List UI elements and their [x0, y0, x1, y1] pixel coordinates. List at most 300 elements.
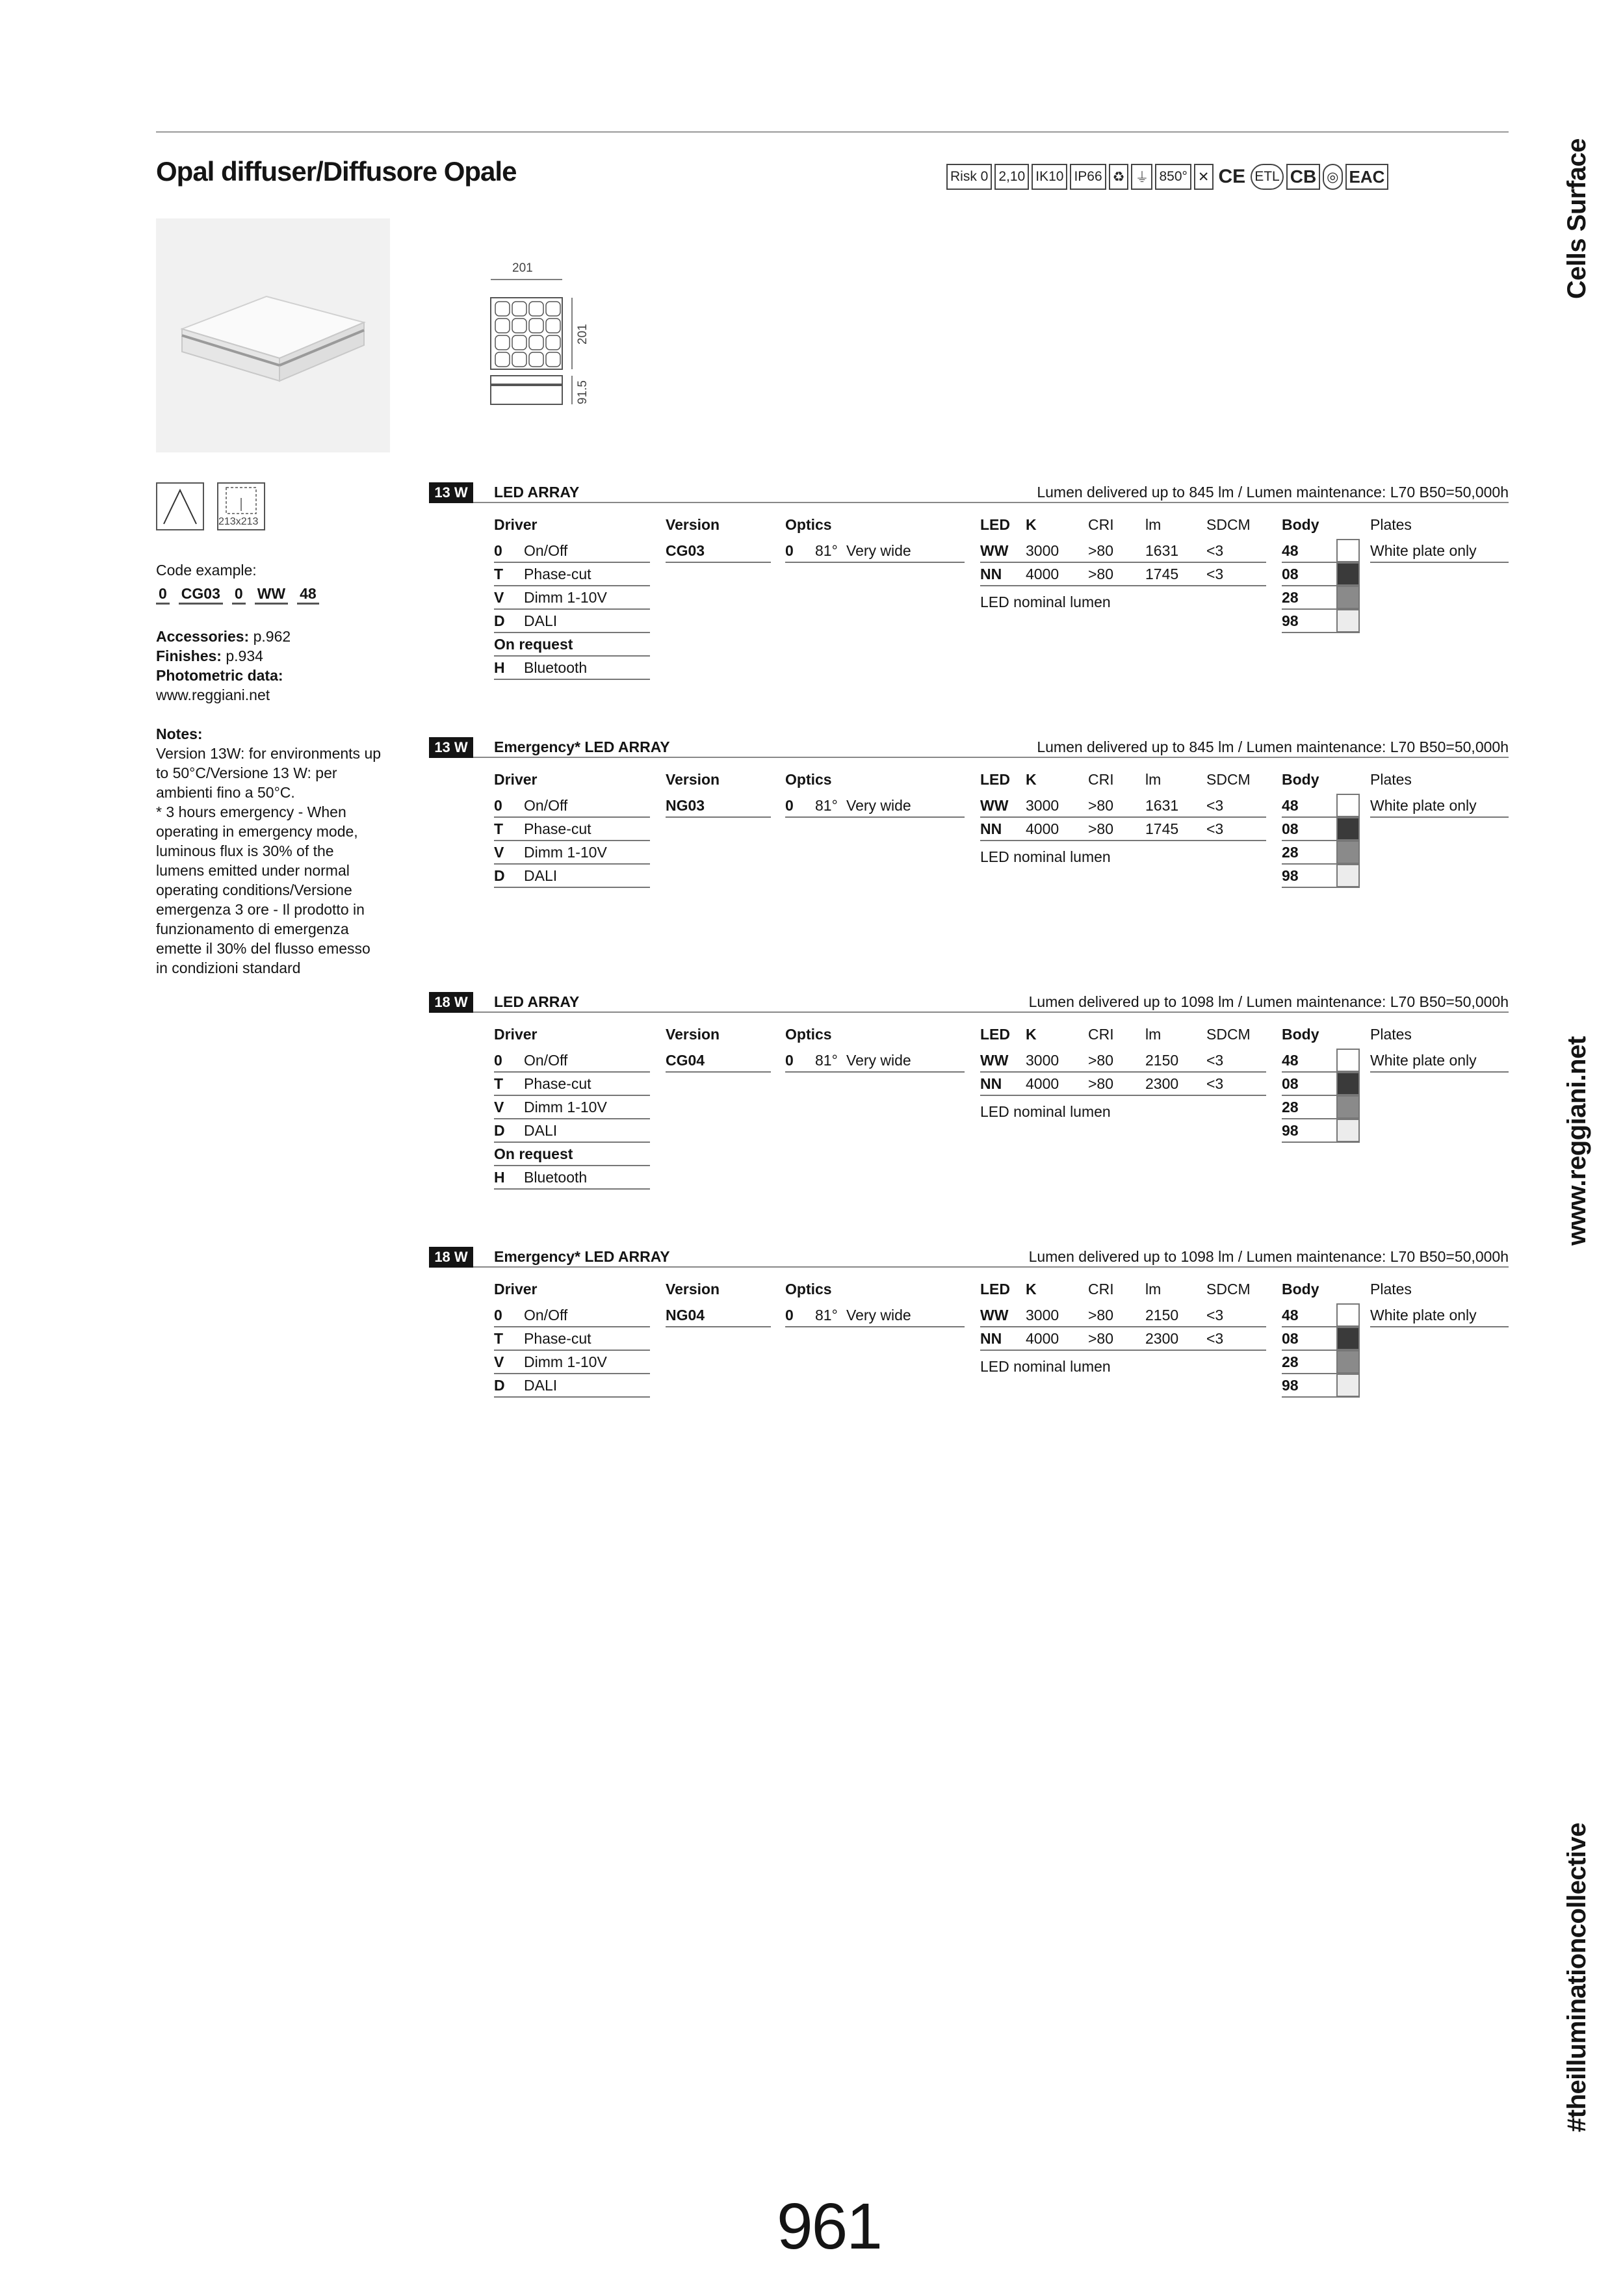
product-variant [429, 482, 1509, 676]
body-option [1282, 610, 1360, 633]
body-column [1282, 1281, 1360, 1398]
led-lm: 2150 [1145, 1306, 1179, 1324]
body-color-swatch [1336, 841, 1360, 864]
cri-header: CRI [1088, 1281, 1114, 1298]
optics-column [785, 1281, 965, 1327]
product-variant [429, 1247, 1509, 1394]
enec-mark-icon: ◎ [1323, 164, 1342, 190]
driver-name: Phase-cut [524, 1329, 591, 1347]
optics-code: 0 [785, 1306, 794, 1324]
body-color-swatch [1336, 609, 1360, 633]
body-header: Body [1282, 771, 1319, 788]
body-column [1282, 771, 1360, 888]
certification-icons [946, 164, 1388, 190]
led-sdcm: <3 [1206, 1329, 1224, 1347]
driver-column [494, 1281, 650, 1398]
led-code: WW [980, 796, 1009, 814]
driver-option [494, 794, 650, 818]
optics-angle: 81° [815, 541, 838, 559]
led-header-row [980, 1281, 1266, 1304]
version-value: NG03 [666, 796, 705, 814]
body-color-swatch [1336, 1327, 1360, 1350]
version-column [666, 1026, 771, 1073]
optics-option [785, 540, 965, 563]
lm-header: lm [1145, 1026, 1162, 1043]
driver-name: DALI [524, 867, 558, 884]
plates-option: White plate only [1370, 540, 1509, 563]
led-header: LED [980, 516, 1010, 533]
wattage-badge: 13 W [429, 482, 473, 503]
driver-option [494, 1304, 650, 1327]
driver-header: Driver [494, 516, 538, 533]
led-k: 4000 [1026, 820, 1059, 837]
k-header: K [1026, 516, 1037, 533]
sdcm-header: SDCM [1206, 771, 1251, 788]
notes-text: Version 13W: for environments up to 50°C/Versione 13 W: per ambienti fino a 50°C. * 3 hours emergency - When operating in emergency mode, luminous flux is 30% of the lumens emitted under normal operating conditions/Versione emergenza 3 ore - Il prodotto in funzionamento di emergenza emette il 30% del flusso emesso in condizioni standard [156, 745, 382, 976]
variant-title: LED ARRAY [494, 993, 580, 1010]
optics-column [785, 1026, 965, 1073]
led-nominal-note: LED nominal lumen [980, 848, 1111, 865]
driver-option [494, 1327, 650, 1351]
led-column [980, 1281, 1266, 1378]
led-k: 3000 [1026, 796, 1059, 814]
body-code: 48 [1282, 1306, 1299, 1324]
driver-code: T [494, 1075, 504, 1092]
body-color-swatch [1336, 1095, 1360, 1119]
risk-icon: Risk 0 [946, 164, 992, 190]
side-label-website: www.reggiani.net [1563, 1036, 1591, 1246]
on-request-label: On request [494, 633, 650, 657]
code-part-driver: 0 [156, 585, 170, 605]
driver-code: 0 [494, 541, 502, 559]
driver-option [494, 610, 650, 633]
led-k: 4000 [1026, 565, 1059, 582]
body-code: 48 [1282, 796, 1299, 814]
driver-name: Phase-cut [524, 1075, 591, 1092]
led-sdcm: <3 [1206, 1051, 1224, 1069]
body-option [1282, 1073, 1360, 1096]
body-option [1282, 818, 1360, 841]
driver-column [494, 516, 650, 680]
code-part-optics: 0 [232, 585, 246, 605]
driver-name: DALI [524, 1376, 558, 1394]
optics-option [785, 794, 965, 818]
optics-angle: 81° [815, 1306, 838, 1324]
wattage-badge: 13 W [429, 737, 473, 758]
body-color-swatch [1336, 586, 1360, 609]
driver-code: 0 [494, 1306, 502, 1324]
optics-code: 0 [785, 796, 794, 814]
led-lm: 2150 [1145, 1051, 1179, 1069]
body-column [1282, 516, 1360, 633]
led-code: NN [980, 1075, 1002, 1092]
led-lm: 1745 [1145, 820, 1179, 837]
variant-header [429, 1247, 1509, 1268]
driver-name: On/Off [524, 541, 568, 559]
led-column [980, 771, 1266, 868]
photometric-site: www.reggiani.net [156, 686, 270, 703]
led-header: LED [980, 771, 1010, 788]
no-cover-icon: ✕ [1194, 164, 1214, 190]
plates-option: White plate only [1370, 794, 1509, 818]
led-code: WW [980, 1051, 1009, 1069]
body-option [1282, 540, 1360, 563]
body-color-swatch [1336, 794, 1360, 817]
led-sdcm: <3 [1206, 541, 1224, 559]
optics-header: Optics [785, 516, 832, 533]
finishes-page: p.934 [226, 647, 263, 664]
driver-name: Dimm 1-10V [524, 588, 607, 606]
optics-angle: 81° [815, 1051, 838, 1069]
body-header: Body [1282, 1281, 1319, 1298]
body-color-swatch [1336, 562, 1360, 586]
plates-column [1370, 771, 1509, 818]
body-option [1282, 1351, 1360, 1374]
body-color-swatch [1336, 817, 1360, 841]
body-code: 28 [1282, 843, 1299, 861]
version-code [666, 1049, 771, 1073]
body-header: Body [1282, 1026, 1319, 1043]
led-option [980, 818, 1266, 841]
version-column [666, 771, 771, 818]
body-color-swatch [1336, 1049, 1360, 1072]
version-column [666, 516, 771, 563]
driver-name: Dimm 1-10V [524, 843, 607, 861]
sdcm-header: SDCM [1206, 1281, 1251, 1298]
lumen-info: Lumen delivered up to 845 lm / Lumen maintenance: L70 B50=50,000h [1037, 738, 1509, 755]
weight-icon: 2,10 [994, 164, 1029, 190]
body-option [1282, 841, 1360, 865]
optics-column [785, 771, 965, 818]
led-k: 3000 [1026, 1051, 1059, 1069]
body-code: 08 [1282, 1075, 1299, 1092]
led-lm: 2300 [1145, 1075, 1179, 1092]
led-option [980, 1073, 1266, 1096]
accessories-page: p.962 [253, 628, 291, 645]
driver-code: T [494, 1329, 504, 1347]
optics-header: Optics [785, 771, 832, 788]
driver-code: D [494, 1376, 505, 1394]
optics-desc: Very wide [846, 1051, 911, 1069]
body-option [1282, 1096, 1360, 1119]
driver-name: Phase-cut [524, 820, 591, 837]
driver-option [494, 818, 650, 841]
driver-header: Driver [494, 1281, 538, 1298]
side-label-hashtag: #theilluminationcollective [1563, 1822, 1591, 2132]
product-variant [429, 737, 1509, 884]
led-sdcm: <3 [1206, 820, 1224, 837]
wattage-badge: 18 W [429, 1247, 473, 1268]
body-option [1282, 1374, 1360, 1398]
driver-option [494, 586, 650, 610]
sdcm-header: SDCM [1206, 1026, 1251, 1043]
optics-code: 0 [785, 541, 794, 559]
led-lm: 1745 [1145, 565, 1179, 582]
optics-desc: Very wide [846, 1306, 911, 1324]
version-value: CG03 [666, 541, 705, 559]
body-color-swatch [1336, 1303, 1360, 1327]
body-code: 48 [1282, 1051, 1299, 1069]
variant-header [429, 482, 1509, 503]
variant-title: Emergency* LED ARRAY [494, 738, 670, 755]
driver-name: DALI [524, 612, 558, 629]
driver-option [494, 1096, 650, 1119]
body-option [1282, 563, 1360, 586]
led-option [980, 540, 1266, 563]
led-nominal-note: LED nominal lumen [980, 1357, 1111, 1375]
body-option [1282, 865, 1360, 888]
body-option [1282, 1327, 1360, 1351]
product-variant [429, 992, 1509, 1186]
driver-code: D [494, 612, 505, 629]
driver-option [494, 1351, 650, 1374]
top-rule [156, 131, 1509, 133]
body-code: 28 [1282, 588, 1299, 606]
version-column [666, 1281, 771, 1327]
ip-rating-icon: IP66 [1070, 164, 1106, 190]
k-header: K [1026, 1281, 1037, 1298]
plates-header: Plates [1370, 771, 1412, 788]
body-color-swatch [1336, 539, 1360, 562]
body-code: 08 [1282, 820, 1299, 837]
led-k: 3000 [1026, 1306, 1059, 1324]
driver-column [494, 771, 650, 888]
plates-column [1370, 516, 1509, 563]
code-part-body: 48 [297, 585, 319, 605]
led-code: NN [980, 565, 1002, 582]
k-header: K [1026, 1026, 1037, 1043]
notes [156, 724, 383, 978]
led-nominal-note: LED nominal lumen [980, 1102, 1111, 1120]
version-code [666, 794, 771, 818]
led-sdcm: <3 [1206, 796, 1224, 814]
led-cri: >80 [1088, 820, 1114, 837]
driver-option [494, 1073, 650, 1096]
led-option [980, 1327, 1266, 1351]
version-header: Version [666, 516, 720, 533]
body-code: 98 [1282, 1121, 1299, 1139]
led-k: 4000 [1026, 1329, 1059, 1347]
led-lm: 1631 [1145, 541, 1179, 559]
reference-info [156, 627, 291, 705]
led-lm: 2300 [1145, 1329, 1179, 1347]
lumen-info: Lumen delivered up to 1098 lm / Lumen maintenance: L70 B50=50,000h [1028, 993, 1509, 1010]
led-header-row [980, 1026, 1266, 1049]
body-color-swatch [1336, 1119, 1360, 1142]
led-cri: >80 [1088, 1306, 1114, 1324]
driver-code: D [494, 867, 505, 884]
driver-option [494, 1374, 650, 1398]
led-lm: 1631 [1145, 796, 1179, 814]
body-option [1282, 794, 1360, 818]
code-part-led: WW [255, 585, 288, 605]
driver-name: Dimm 1-10V [524, 1353, 607, 1370]
plates-header: Plates [1370, 516, 1412, 533]
eac-mark-icon: EAC [1345, 164, 1389, 190]
driver-code: V [494, 843, 504, 861]
version-header: Version [666, 771, 720, 788]
led-code: WW [980, 541, 1009, 559]
on-request-code: H [494, 1168, 505, 1186]
ce-mark-icon: CE [1218, 166, 1246, 187]
cri-header: CRI [1088, 1026, 1114, 1043]
body-code: 28 [1282, 1353, 1299, 1370]
body-code: 98 [1282, 867, 1299, 884]
driver-code: V [494, 1098, 504, 1115]
lumen-info: Lumen delivered up to 1098 lm / Lumen maintenance: L70 B50=50,000h [1028, 1248, 1509, 1265]
body-code: 28 [1282, 1098, 1299, 1115]
optics-desc: Very wide [846, 796, 911, 814]
on-request-label: On request [494, 1143, 650, 1166]
led-header-row [980, 516, 1266, 540]
lumen-info: Lumen delivered up to 845 lm / Lumen maintenance: L70 B50=50,000h [1037, 484, 1509, 501]
plates-option: White plate only [1370, 1049, 1509, 1073]
on-request-option [494, 1166, 650, 1190]
body-code: 08 [1282, 1329, 1299, 1347]
led-cri: >80 [1088, 1075, 1114, 1092]
product-photo [156, 218, 390, 452]
driver-option [494, 1119, 650, 1143]
glow-wire-icon: 850° [1155, 164, 1191, 190]
led-sdcm: <3 [1206, 1306, 1224, 1324]
led-code: WW [980, 1306, 1009, 1324]
optics-option [785, 1049, 965, 1073]
led-sdcm: <3 [1206, 565, 1224, 582]
on-request-code: H [494, 659, 505, 676]
driver-code: 0 [494, 796, 502, 814]
version-code [666, 540, 771, 563]
driver-name: On/Off [524, 796, 568, 814]
body-option [1282, 1049, 1360, 1073]
led-header: LED [980, 1281, 1010, 1298]
body-color-swatch [1336, 1072, 1360, 1095]
code-example [156, 585, 319, 605]
driver-name: Dimm 1-10V [524, 1098, 607, 1115]
dimension-depth: 201 [576, 324, 590, 345]
variant-title: Emergency* LED ARRAY [494, 1248, 670, 1265]
body-option [1282, 586, 1360, 610]
optics-option [785, 1304, 965, 1327]
ik-rating-icon: IK10 [1032, 164, 1067, 190]
optics-code: 0 [785, 1051, 794, 1069]
led-option [980, 1049, 1266, 1073]
driver-column [494, 1026, 650, 1190]
k-header: K [1026, 771, 1037, 788]
version-value: CG04 [666, 1051, 705, 1069]
lm-header: lm [1145, 516, 1162, 533]
code-part-version: CG03 [179, 585, 223, 605]
plates-option: White plate only [1370, 1304, 1509, 1327]
driver-code: T [494, 565, 504, 582]
led-option [980, 794, 1266, 818]
variant-title: LED ARRAY [494, 484, 580, 501]
led-sdcm: <3 [1206, 1075, 1224, 1092]
plates-column [1370, 1281, 1509, 1327]
notes-label: Notes: [156, 725, 203, 742]
finishes-label: Finishes: [156, 647, 222, 664]
cri-header: CRI [1088, 771, 1114, 788]
led-option [980, 1304, 1266, 1327]
body-color-swatch [1336, 864, 1360, 887]
code-example-label: Code example: [156, 562, 257, 579]
photometric-label: Photometric data: [156, 667, 283, 684]
driver-option [494, 1049, 650, 1073]
led-header: LED [980, 1026, 1010, 1043]
plates-header: Plates [1370, 1281, 1412, 1298]
driver-option [494, 841, 650, 865]
cb-mark-icon: CB [1286, 164, 1320, 190]
driver-name: DALI [524, 1121, 558, 1139]
led-code: NN [980, 1329, 1002, 1347]
wattage-badge: 18 W [429, 992, 473, 1013]
body-option [1282, 1304, 1360, 1327]
dimension-width: 201 [512, 261, 533, 275]
led-column [980, 1026, 1266, 1123]
version-value: NG04 [666, 1306, 705, 1324]
driver-code: T [494, 820, 504, 837]
optics-angle: 81° [815, 796, 838, 814]
led-cri: >80 [1088, 1051, 1114, 1069]
driver-header: Driver [494, 771, 538, 788]
body-code: 98 [1282, 1376, 1299, 1394]
led-nominal-note: LED nominal lumen [980, 593, 1111, 610]
driver-option [494, 540, 650, 563]
led-k: 4000 [1026, 1075, 1059, 1092]
variant-header [429, 737, 1509, 758]
plates-header: Plates [1370, 1026, 1412, 1043]
body-column [1282, 1026, 1360, 1143]
body-color-swatch [1336, 1374, 1360, 1397]
driver-name: On/Off [524, 1051, 568, 1069]
version-header: Version [666, 1281, 720, 1298]
ceiling-mount-symbol [156, 482, 204, 530]
driver-code: V [494, 588, 504, 606]
driver-header: Driver [494, 1026, 538, 1043]
body-code: 48 [1282, 541, 1299, 559]
body-option [1282, 1119, 1360, 1143]
etl-mark-icon: ETL [1251, 164, 1284, 190]
on-request-option [494, 657, 650, 680]
on-request-name: Bluetooth [524, 659, 588, 676]
driver-code: 0 [494, 1051, 502, 1069]
led-column [980, 516, 1266, 614]
led-k: 3000 [1026, 541, 1059, 559]
dimension-height: 91.5 [576, 380, 590, 404]
driver-option [494, 563, 650, 586]
optics-column [785, 516, 965, 563]
ground-icon: ⏚ [1131, 164, 1152, 190]
page-title: Opal diffuser/Diffusore Opale [156, 156, 517, 187]
led-cri: >80 [1088, 541, 1114, 559]
body-code: 08 [1282, 565, 1299, 582]
page-number: 961 [777, 2190, 881, 2263]
body-code: 98 [1282, 612, 1299, 629]
sdcm-header: SDCM [1206, 516, 1251, 533]
version-code [666, 1304, 771, 1327]
optics-desc: Very wide [846, 541, 911, 559]
led-code: NN [980, 820, 1002, 837]
version-header: Version [666, 1026, 720, 1043]
driver-code: V [494, 1353, 504, 1370]
led-cri: >80 [1088, 1329, 1114, 1347]
variant-header [429, 992, 1509, 1013]
body-color-swatch [1336, 1350, 1360, 1374]
driver-code: D [494, 1121, 505, 1139]
led-cri: >80 [1088, 796, 1114, 814]
lm-header: lm [1145, 771, 1162, 788]
optics-header: Optics [785, 1281, 832, 1298]
accessories-label: Accessories: [156, 628, 250, 645]
